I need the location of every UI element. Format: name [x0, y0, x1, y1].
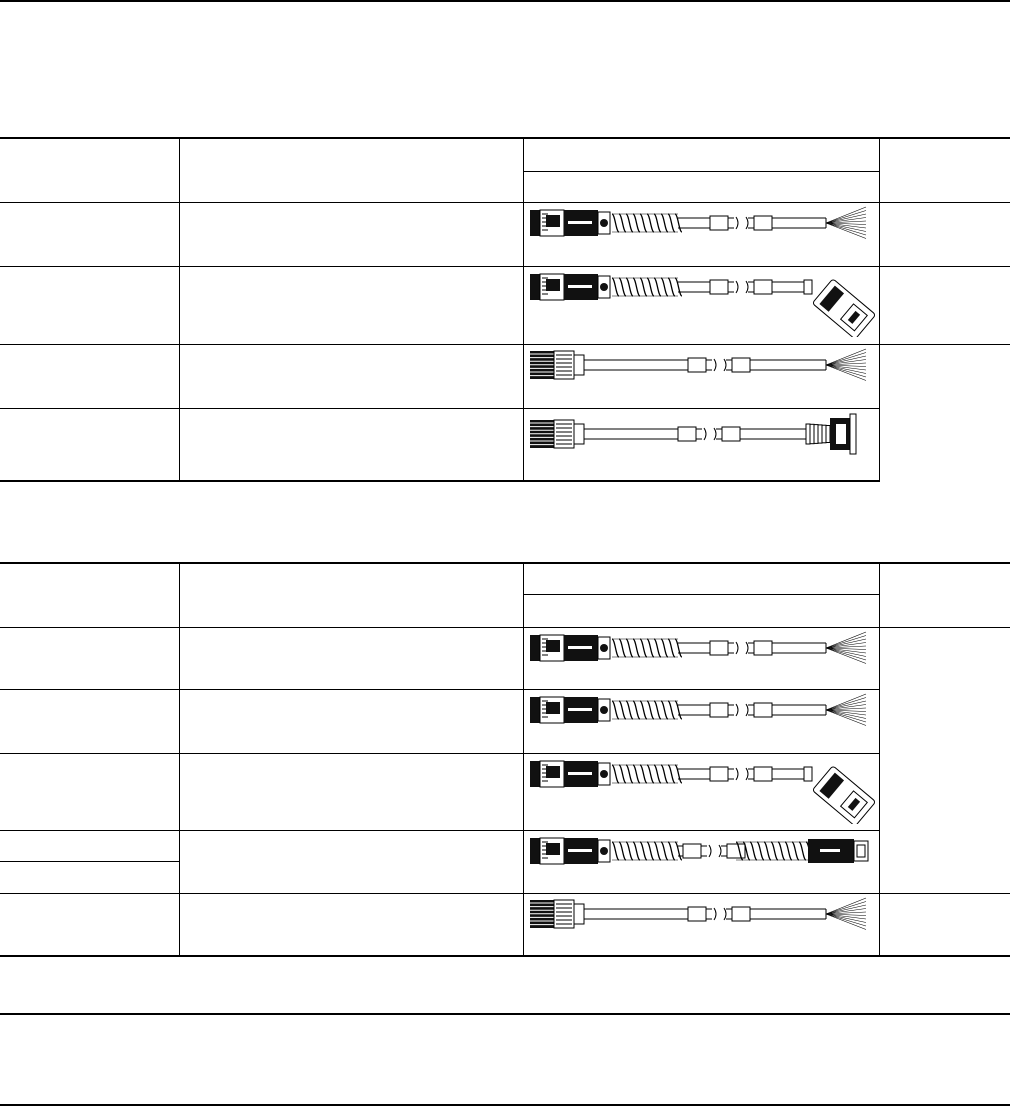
circular-connector-icon — [530, 838, 610, 864]
table-row-cell-cat — [0, 202, 179, 266]
circular-connector-icon — [530, 274, 610, 300]
table-row-cell-cat — [0, 408, 179, 481]
table-row-cell-note — [879, 627, 1010, 861]
flying-leads — [826, 349, 866, 381]
sub-d-connector-icon — [804, 765, 876, 823]
table-row-cell-desc — [179, 830, 523, 893]
cable-jacket — [678, 702, 826, 718]
flex-conduit — [736, 842, 813, 860]
cable-jacket — [584, 906, 826, 922]
flying-leads — [826, 898, 866, 930]
table-row-cell-note — [879, 893, 1010, 956]
table-row-cell-cat — [0, 266, 179, 344]
page-bottom-rule — [0, 1104, 1010, 1106]
header-description — [179, 138, 523, 202]
table-row-cell-desc — [179, 266, 523, 344]
cable-table-1 — [0, 137, 1010, 482]
header-connector-group — [523, 563, 879, 594]
cable-jacket — [678, 215, 826, 231]
flex-conduit — [612, 701, 682, 719]
extension-connector-icon — [808, 839, 868, 863]
table-row-cell-desc — [179, 408, 523, 481]
table-row-cell-desc — [179, 344, 523, 408]
table-row-cell-note — [879, 344, 1010, 481]
cable-drawing-power-flying-leads — [526, 628, 876, 668]
header-notes — [879, 138, 1010, 202]
cable-jacket — [678, 640, 826, 656]
flex-conduit — [612, 639, 682, 657]
flex-conduit — [612, 842, 682, 860]
cable-drawing-power-plain-leads — [526, 894, 876, 934]
cable-jacket — [584, 357, 826, 373]
header-notes — [879, 563, 1010, 627]
header-connector-group — [523, 138, 879, 171]
table-row-cell-cat — [0, 627, 179, 689]
cable-jacket — [678, 843, 745, 859]
circular-connector-icon — [530, 210, 610, 236]
table-row-cell-desc — [179, 202, 523, 266]
cable-jacket — [584, 426, 806, 442]
header-connector-sub — [523, 171, 879, 202]
cable-jacket — [678, 766, 804, 782]
table-row-cell-note — [879, 266, 1010, 344]
cable-drawing-feedback-plain-leads — [526, 345, 876, 385]
table-row-cell-note — [879, 202, 1010, 266]
circular-connector-icon — [530, 697, 610, 723]
flying-leads — [826, 632, 866, 664]
table-row-cell-desc — [179, 893, 523, 956]
plain-connector-icon — [530, 900, 584, 928]
cable-jacket — [678, 279, 804, 295]
page-top-rule — [0, 0, 1010, 2]
cable-drawing-power-flying-leads — [526, 690, 876, 730]
din-connector-icon — [806, 414, 856, 454]
flex-conduit — [612, 278, 682, 296]
table-row-cell-cat — [0, 893, 179, 956]
sub-d-connector-icon — [804, 278, 876, 336]
table-row-cell-cat — [0, 689, 179, 753]
table-row-cell-desc — [179, 627, 523, 689]
flying-leads — [826, 694, 866, 726]
cable-drawing-extension — [526, 831, 876, 871]
table-row-cell-cat — [0, 753, 179, 830]
table-row-cell-desc — [179, 689, 523, 753]
plain-connector-icon — [530, 420, 584, 448]
cable-drawing-power-sub-d — [526, 754, 876, 824]
flex-conduit — [612, 765, 682, 783]
header-cat-number — [0, 563, 179, 627]
cable-drawing-feedback-sub-d — [526, 267, 876, 337]
header-description — [179, 563, 523, 627]
cable-table-2 — [0, 562, 1010, 957]
section-divider-rule — [0, 1013, 1010, 1015]
flying-leads — [826, 207, 866, 239]
table-row-cell-cat — [0, 861, 179, 893]
table-row-cell-cat — [0, 344, 179, 408]
header-connector-sub — [523, 594, 879, 627]
header-cat-number — [0, 138, 179, 202]
plain-connector-icon — [530, 351, 584, 379]
table-row-cell-desc — [179, 753, 523, 830]
circular-connector-icon — [530, 635, 610, 661]
cable-drawing-feedback-flying-leads — [526, 203, 876, 243]
table-row-cell-cat — [0, 830, 179, 861]
flex-conduit — [612, 214, 682, 232]
circular-connector-icon — [530, 761, 610, 787]
cable-drawing-feedback-din — [526, 409, 876, 459]
